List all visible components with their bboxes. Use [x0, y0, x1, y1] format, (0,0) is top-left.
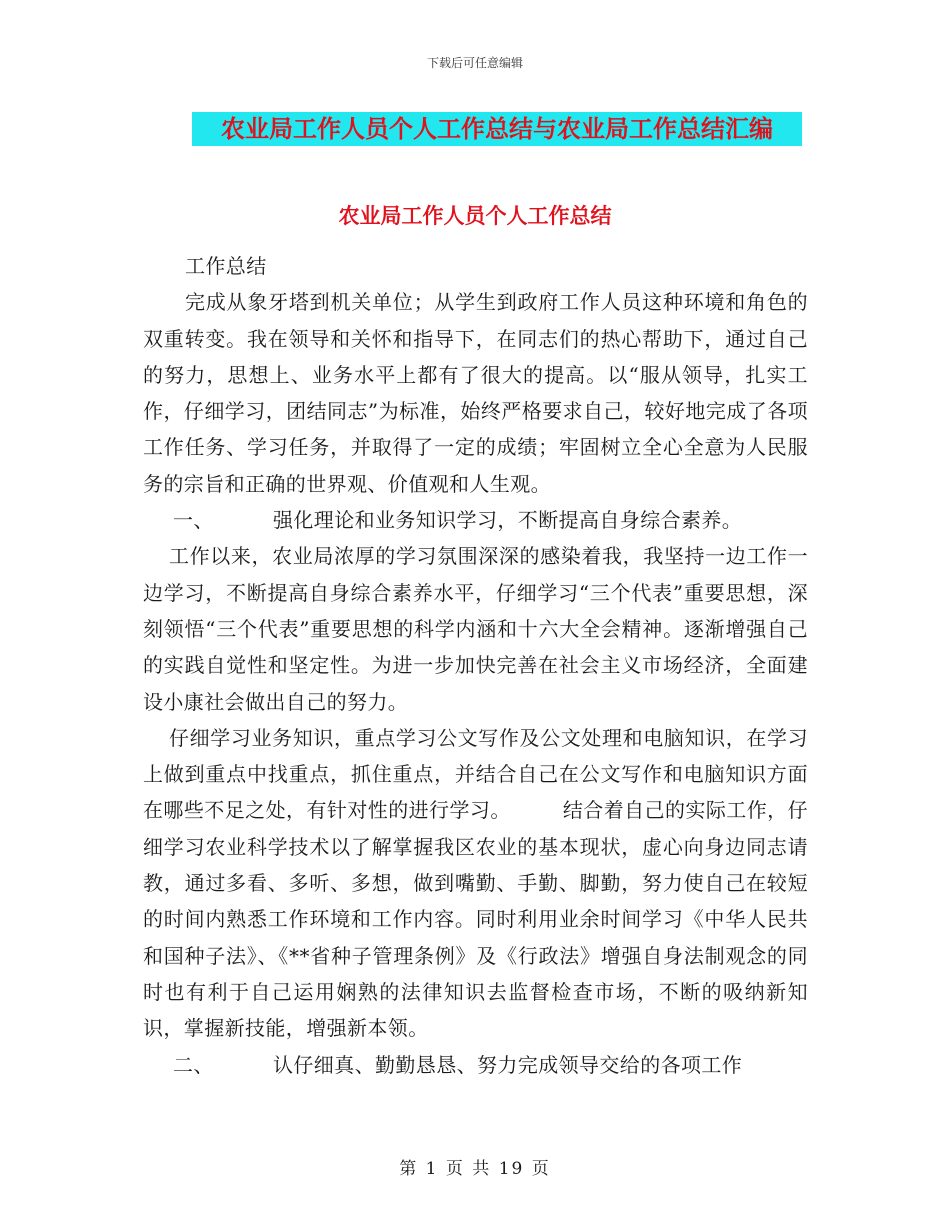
- heading-1-text: 强化理论和业务知识学习，不断提高自身综合素养。: [273, 508, 743, 533]
- heading-1-number: 一、: [173, 508, 214, 533]
- paragraph-2: 工作以来，农业局浓厚的学习氛围深深的感染着我，我坚持一边工作一边学习，不断提高自身综合素养水平，仔细学习“三个代表”重要思想，深刻领悟“三个代表”重要思想的科学内涵和十六大全会精神。逐渐增强自己的实践自觉性和坚定性。为进一步加快完善在社会主义市场经济，全面建设小康社会做出自己的努力。: [143, 544, 808, 714]
- heading-2-number: 二、: [173, 1052, 214, 1077]
- paragraph-3: [143, 720, 808, 1047]
- paragraph-1: 完成从象牙塔到机关单位；从学生到政府工作人员这种环境和角色的双重转变。我在领导和关怀和指导下，在同志们的热心帮助下，通过自己的努力，思想上、业务水平上都有了很大的提高。以“服从领导，扎实工作，仔细学习，团结同志”为标准，始终严格要求自己，较好地完成了各项工作任务、学习任务，并取得了一定的成绩；牢固树立全心全意为人民服务的宗旨和正确的世界观、价值观和人生观。: [143, 290, 808, 496]
- document-body: [143, 248, 808, 1083]
- page-header-note: 下载后可任意编辑: [426, 56, 523, 70]
- paragraph-3-part-a: 仔细学习业务知识，重点学习公文写作及公文处理和电脑知识，在学习上做到重点中找重点，抓住重点，并结合自己在公文写作和电脑知识方面在哪些不足之处，有针对性的进行学习。: [143, 725, 808, 823]
- subtitle: 工作总结: [185, 254, 267, 278]
- document-main-title: 农业局工作人员个人工作总结与农业局工作总结汇编: [192, 112, 802, 146]
- section-title: 农业局工作人员个人工作总结: [338, 204, 612, 228]
- heading-1: [143, 502, 808, 538]
- heading-2-text: 认仔细真、勤勤恳恳、努力完成领导交给的各项工作: [273, 1052, 743, 1077]
- page-footer: 第 1 页 共 19 页: [399, 1159, 551, 1179]
- heading-2: [143, 1047, 808, 1083]
- paragraph-3-part-b: 结合着自己的实际工作，仔细学习农业科学技术以了解掌握我区农业的基本现状，虚心向身边同志请教，通过多看、多听、多想，做到嘴勤、手勤、脚勤，努力使自己在较短的时间内熟悉工作环境和工作内容。同时利用业余时间学习《中华人民共和国种子法》、《**省种子管理条例》及《行政法》增强自身法制观念的同时也有利于自己运用娴熟的法律知识去监督检查市场，不断的吸纳新知识，掌握新技能，增强新本领。: [143, 798, 808, 1041]
